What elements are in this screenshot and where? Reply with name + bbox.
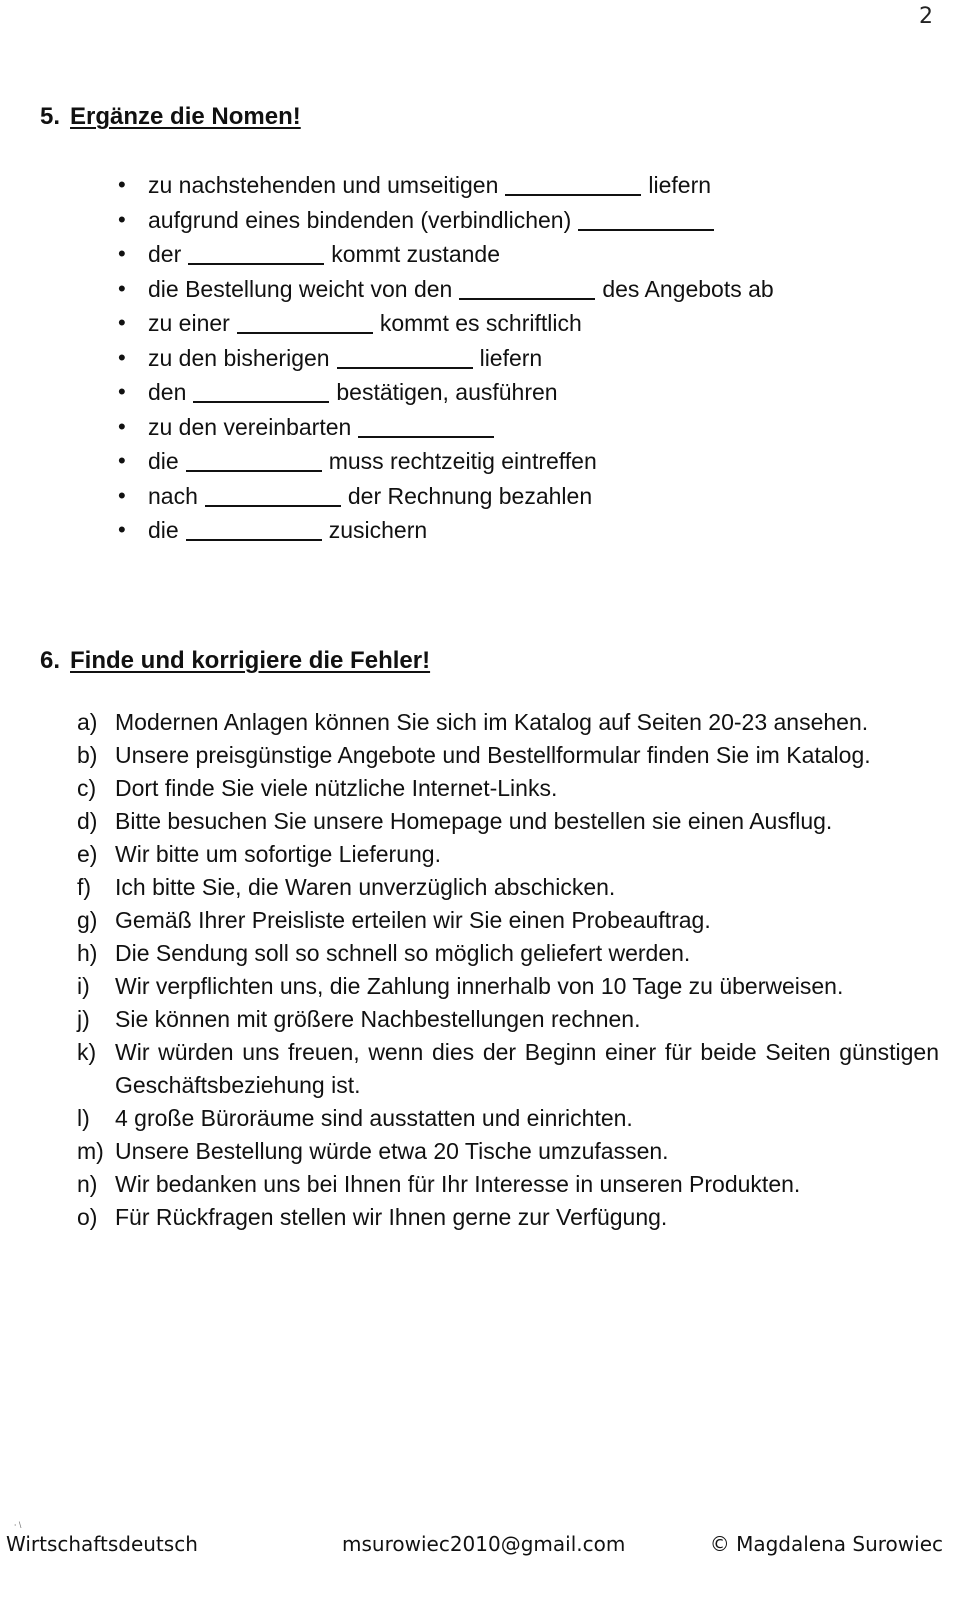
item-marker: b): [77, 742, 98, 768]
section-6-number: 6.: [40, 647, 61, 674]
answer-blank: [237, 312, 373, 334]
item-sentence: Wir bedanken uns bei Ihnen für Ihr Interesse in unseren Produkten.: [115, 1171, 801, 1197]
fill-in-item: [118, 410, 774, 445]
fill-in-text-before: die Bestellung weicht von den: [148, 275, 453, 302]
fill-in-text-before: zu einer: [148, 310, 230, 336]
error-sentence-item: [77, 739, 939, 772]
item-sentence: Dort finde Sie viele nützliche Internet-Links.: [115, 775, 558, 801]
bullet-icon: •: [118, 482, 126, 508]
fill-in-text-after: der Rechnung bezahlen: [347, 482, 593, 509]
section-6-title: Finde und korrigiere die Fehler!: [70, 647, 431, 674]
bullet-icon: •: [118, 275, 126, 301]
bullet-icon: •: [118, 344, 126, 370]
error-sentence-item: [77, 1003, 939, 1036]
fill-in-text-after: muss rechtzeitig eintreffen: [328, 448, 597, 474]
bullet-icon: •: [118, 172, 126, 197]
fill-in-text-before: den: [148, 379, 187, 405]
error-sentence-item: [77, 706, 939, 739]
answer-blank: [205, 485, 341, 507]
item-sentence: Wir verpflichten uns, die Zahlung innerhalb von 10 Tage zu überweisen.: [115, 973, 844, 999]
error-sentence-item: [77, 1036, 939, 1102]
section-5-title: Ergänze die Nomen!: [70, 103, 301, 130]
fill-in-item: [118, 272, 774, 307]
section-6-heading: [40, 647, 430, 675]
error-sentence-item: [77, 1168, 939, 1201]
item-sentence: Ich bitte Sie, die Waren unverzüglich abschicken.: [115, 874, 616, 900]
item-marker: f): [77, 874, 92, 900]
item-sentence: Bitte besuchen Sie unsere Homepage und bestellen sie einen Ausflug.: [115, 808, 833, 834]
fill-in-text-before: zu nachstehenden und umseitigen: [148, 172, 499, 198]
answer-blank: [358, 416, 494, 438]
item-sentence: Wir würden uns freuen, wenn dies der Beginn einer für beide Seiten günstigen Geschäftsbeziehung ist.: [115, 1039, 939, 1098]
item-marker: h): [77, 940, 98, 966]
answer-blank: [337, 347, 473, 369]
fill-in-text-after: kommt es schriftlich: [379, 310, 582, 336]
bullet-icon: •: [118, 413, 126, 439]
answer-blank: [188, 243, 324, 265]
answer-blank: [578, 209, 714, 231]
fill-in-item: [118, 341, 774, 376]
fill-in-item: [118, 306, 774, 341]
error-sentence-item: [77, 937, 939, 970]
item-marker: c): [77, 775, 97, 801]
error-sentence-item: [77, 871, 939, 904]
scan-mark: ⸱ \: [14, 1520, 22, 1530]
fill-in-text-before: die: [148, 517, 179, 543]
section-5-heading: [40, 103, 301, 131]
item-marker: n): [77, 1171, 98, 1197]
item-marker: e): [77, 841, 98, 867]
section-5-number: 5.: [40, 103, 61, 130]
fill-in-text-after: des Angebots ab: [602, 275, 774, 302]
fill-in-item: [118, 203, 774, 238]
answer-blank: [186, 519, 322, 541]
item-sentence: Sie können mit größere Nachbestellungen rechnen.: [115, 1006, 641, 1032]
item-sentence: Modernen Anlagen können Sie sich im Katalog auf Seiten 20-23 ansehen.: [115, 709, 869, 735]
fill-in-item: [118, 479, 774, 514]
item-marker: o): [77, 1204, 98, 1230]
page-footer: [0, 1532, 965, 1562]
bullet-icon: •: [118, 206, 126, 232]
item-sentence: Wir bitte um sofortige Lieferung.: [115, 841, 441, 867]
item-sentence: Die Sendung soll so schnell so möglich geliefert werden.: [115, 940, 691, 966]
item-sentence: Für Rückfragen stellen wir Ihnen gerne zur Verfügung.: [115, 1204, 668, 1230]
item-sentence: Unsere Bestellung würde etwa 20 Tische umzufassen.: [115, 1138, 669, 1164]
footer-copyright: © Magdalena Surowiec: [709, 1532, 943, 1556]
fill-in-text-after: liefern: [648, 172, 712, 198]
error-sentence-item: [77, 970, 939, 1003]
item-sentence: 4 große Büroräume sind ausstatten und einrichten.: [115, 1105, 633, 1131]
item-sentence: Gemäß Ihrer Preisliste erteilen wir Sie einen Probeauftrag.: [115, 907, 711, 933]
fill-in-text-before: zu den vereinbarten: [148, 413, 352, 440]
fill-in-item: [118, 168, 774, 203]
error-sentence-item: [77, 1201, 939, 1234]
answer-blank: [193, 381, 329, 403]
fill-in-text-before: nach: [148, 482, 198, 509]
item-marker: k): [77, 1039, 97, 1065]
item-sentence: Unsere preisgünstige Angebote und Bestellformular finden Sie im Katalog.: [115, 742, 871, 768]
fill-in-text-after: bestätigen, ausführen: [336, 379, 558, 405]
item-marker: m): [77, 1138, 104, 1164]
page-number: 2: [919, 4, 933, 29]
error-sentence-item: [77, 904, 939, 937]
item-marker: j): [77, 1006, 90, 1032]
fill-in-text-after: liefern: [479, 344, 543, 371]
fill-in-text-before: die: [148, 448, 179, 474]
item-marker: i): [77, 973, 90, 999]
item-marker: a): [77, 709, 98, 735]
fill-in-text-before: aufgrund eines bindenden (verbindlichen): [148, 206, 572, 233]
fill-in-text-after: zusichern: [328, 517, 428, 543]
error-sentence-item: [77, 838, 939, 871]
item-marker: g): [77, 907, 98, 933]
error-sentence-item: [77, 805, 939, 838]
item-marker: l): [77, 1105, 90, 1131]
answer-blank: [505, 174, 641, 196]
bullet-icon: •: [118, 241, 126, 266]
bullet-icon: •: [118, 379, 126, 404]
fill-in-text-after: kommt zustande: [331, 241, 500, 267]
footer-email: msurowiec2010@gmail.com: [342, 1532, 626, 1556]
fill-in-item: [118, 237, 774, 272]
fill-in-list: [118, 168, 774, 548]
error-correction-list: [77, 706, 939, 1234]
answer-blank: [186, 450, 322, 472]
error-sentence-item: [77, 772, 939, 805]
fill-in-text-before: der: [148, 241, 182, 267]
error-sentence-item: [77, 1135, 939, 1168]
error-sentence-item: [77, 1102, 939, 1135]
fill-in-item: [118, 444, 774, 479]
fill-in-item: [118, 513, 774, 548]
fill-in-item: [118, 375, 774, 410]
item-marker: d): [77, 808, 98, 834]
fill-in-text-before: zu den bisherigen: [148, 344, 330, 371]
footer-course: Wirtschaftsdeutsch: [6, 1532, 198, 1556]
answer-blank: [459, 278, 595, 300]
bullet-icon: •: [118, 448, 126, 473]
bullet-icon: •: [118, 517, 126, 542]
bullet-icon: •: [118, 310, 126, 335]
